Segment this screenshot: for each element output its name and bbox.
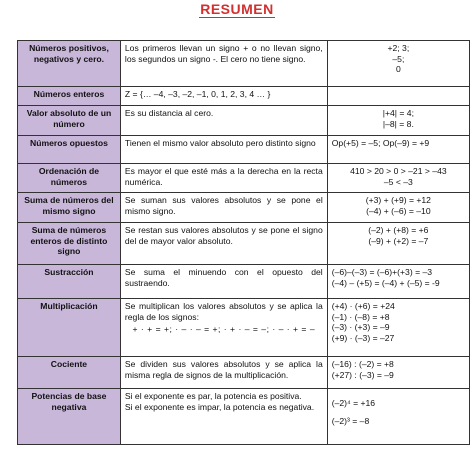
example-cell [327, 357, 469, 389]
example-line: |+4| = 4; [382, 108, 414, 118]
example-cell [327, 223, 469, 265]
concept-cell: Suma de números del mismo signo [18, 193, 121, 223]
example-line: (–4) – (+5) = (–4) + (–5) = -9 [331, 277, 440, 288]
example-cell [327, 41, 469, 87]
table-row [18, 357, 470, 389]
description-text: Se multiplican los valores absolutos y se aplica la regla de los signos: [124, 301, 323, 322]
description-cell [120, 299, 327, 357]
example-line: 0 [395, 64, 401, 75]
example-cell [327, 106, 469, 136]
description-cell: Se restan sus valores absolutos y se pone el signo del de mayor valor absoluto. [120, 223, 327, 265]
table-row [18, 193, 470, 223]
example-line: Op(+5) = –5; Op(–9) = +9 [331, 138, 430, 148]
concept-cell: Potencias de base negativa [18, 389, 121, 445]
table-row [18, 389, 470, 445]
description-cell: Es su distancia al cero. [120, 106, 327, 136]
example-cell [327, 265, 469, 299]
example-line: –5; [392, 53, 405, 64]
summary-table [17, 40, 470, 445]
table-row [18, 41, 470, 87]
sign-rule: + · + = +; · – · – = +; · + · – = –; · – · + = – [132, 324, 316, 335]
description-cell: Se suma el minuendo con el opuesto del sustraendo. [120, 265, 327, 299]
table-row [18, 299, 470, 357]
example-line: (–2) + (+8) = +6 [368, 225, 429, 235]
table-row [18, 223, 470, 265]
concept-cell: Ordenación de números [18, 164, 121, 193]
table-row [18, 136, 470, 164]
concept-cell: Cociente [18, 357, 121, 389]
concept-cell: Suma de números enteros de distinto signo [18, 223, 121, 265]
table-row [18, 164, 470, 193]
example-cell [327, 164, 469, 193]
description-cell: Z = {… –4, –3, –2, –1, 0, 1, 2, 3, 4 … } [120, 87, 327, 106]
page-title: RESUMEN [200, 1, 274, 17]
table-row [18, 87, 470, 106]
example-cell [327, 136, 469, 164]
description-cell: Los primeros llevan un signo + o no llevan signo, los segundos un signo -. El cero no tiene signo. [120, 41, 327, 87]
concept-cell: Números enteros [18, 87, 121, 106]
example-line: 410 > 20 > 0 > –21 > –43 [350, 166, 447, 176]
example-cell [327, 299, 469, 357]
example-line: +2; 3; [387, 43, 410, 53]
example-line: (+9) · (–3) = –27 [331, 333, 395, 344]
example-cell [327, 389, 469, 445]
example-cell [327, 87, 469, 106]
description-cell: Se dividen sus valores absolutos y se aplica la misma regla de signos de la multiplicación. [120, 357, 327, 389]
description-cell: Se suman sus valores absolutos y se pone el mismo signo. [120, 193, 327, 223]
description-cell: Tienen el mismo valor absoluto pero distinto signo [120, 136, 327, 164]
concept-cell: Sustracción [18, 265, 121, 299]
example-line: (–16) : (–2) = +8 [331, 359, 394, 369]
spacer [332, 391, 465, 398]
example-line: (–4) + (–6) = –10 [366, 205, 431, 216]
spacer [332, 409, 465, 416]
example-line: (–2)³ = –8 [331, 415, 370, 426]
description-cell [120, 389, 327, 445]
example-line: (–1) · (–8) = +8 [331, 311, 390, 322]
example-line: (–9) + (+2) = –7 [368, 235, 429, 246]
description-cell: Es mayor el que esté más a la derecha en la recta numérica. [120, 164, 327, 193]
example-line: (–3) · (+3) = –9 [331, 322, 390, 333]
concept-cell: Valor absoluto de un número [18, 106, 121, 136]
table-row [18, 265, 470, 299]
example-line: (–6)–(–3) = (–6)+(+3) = –3 [331, 267, 433, 277]
example-line: (+27) : (–3) = –9 [331, 369, 394, 380]
description-line: Si el exponente es impar, la potencia es negativa. [124, 401, 315, 412]
description-line: Si el exponente es par, la potencia es positiva. [124, 391, 302, 401]
example-cell [327, 193, 469, 223]
table-row [18, 106, 470, 136]
concept-cell: Números positivos, negativos y cero. [18, 41, 121, 87]
concept-cell: Números opuestos [18, 136, 121, 164]
example-line: (+3) + (+9) = +12 [365, 195, 431, 205]
example-line: (+4) · (+6) = +24 [331, 301, 395, 311]
concept-cell: Multiplicación [18, 299, 121, 357]
example-line: |–8| = 8. [382, 118, 414, 129]
example-line: –5 < –3 [383, 176, 413, 187]
example-line: (–2)⁴ = +16 [331, 398, 376, 408]
